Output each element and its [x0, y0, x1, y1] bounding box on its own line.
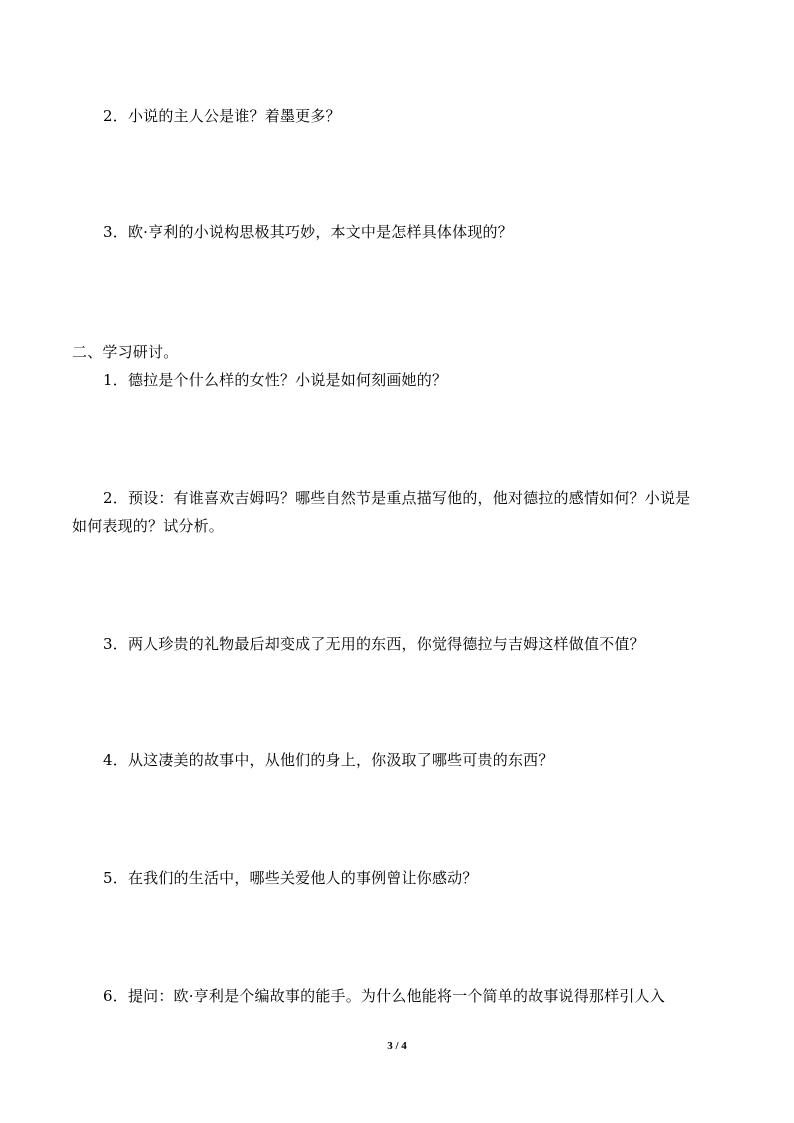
discussion-question-3: 3．两人珍贵的礼物最后却变成了无用的东西，你觉得德拉与吉姆这样做值不值？ — [103, 635, 645, 653]
discussion-question-4: 4．从这凄美的故事中，从他们的身上，你汲取了哪些可贵的东西？ — [103, 751, 554, 769]
discussion-question-2-line-2: 如何表现的？试分析。 — [72, 517, 225, 535]
question-3: 3．欧·亨利的小说构思极其巧妙，本文中是怎样具体体现的？ — [103, 223, 513, 241]
page-number: 3 / 4 — [387, 1040, 407, 1052]
discussion-question-2-line-1: 2．预设：有谁喜欢吉姆吗？哪些自然节是重点描写他的，他对德拉的感情如何？小说是 — [103, 489, 691, 507]
discussion-question-1: 1．德拉是个什么样的女性？小说是如何刻画她的？ — [103, 371, 448, 389]
question-2: 2．小说的主人公是谁？着墨更多？ — [103, 107, 341, 125]
discussion-question-6: 6．提问：欧·亨利是个编故事的能手。为什么他能将一个简单的故事说得那样引人入 — [103, 987, 665, 1005]
discussion-question-5: 5．在我们的生活中，哪些关爱他人的事例曾让你感动？ — [103, 869, 478, 887]
section-heading-study-discussion: 二、学习研讨。 — [72, 343, 179, 361]
